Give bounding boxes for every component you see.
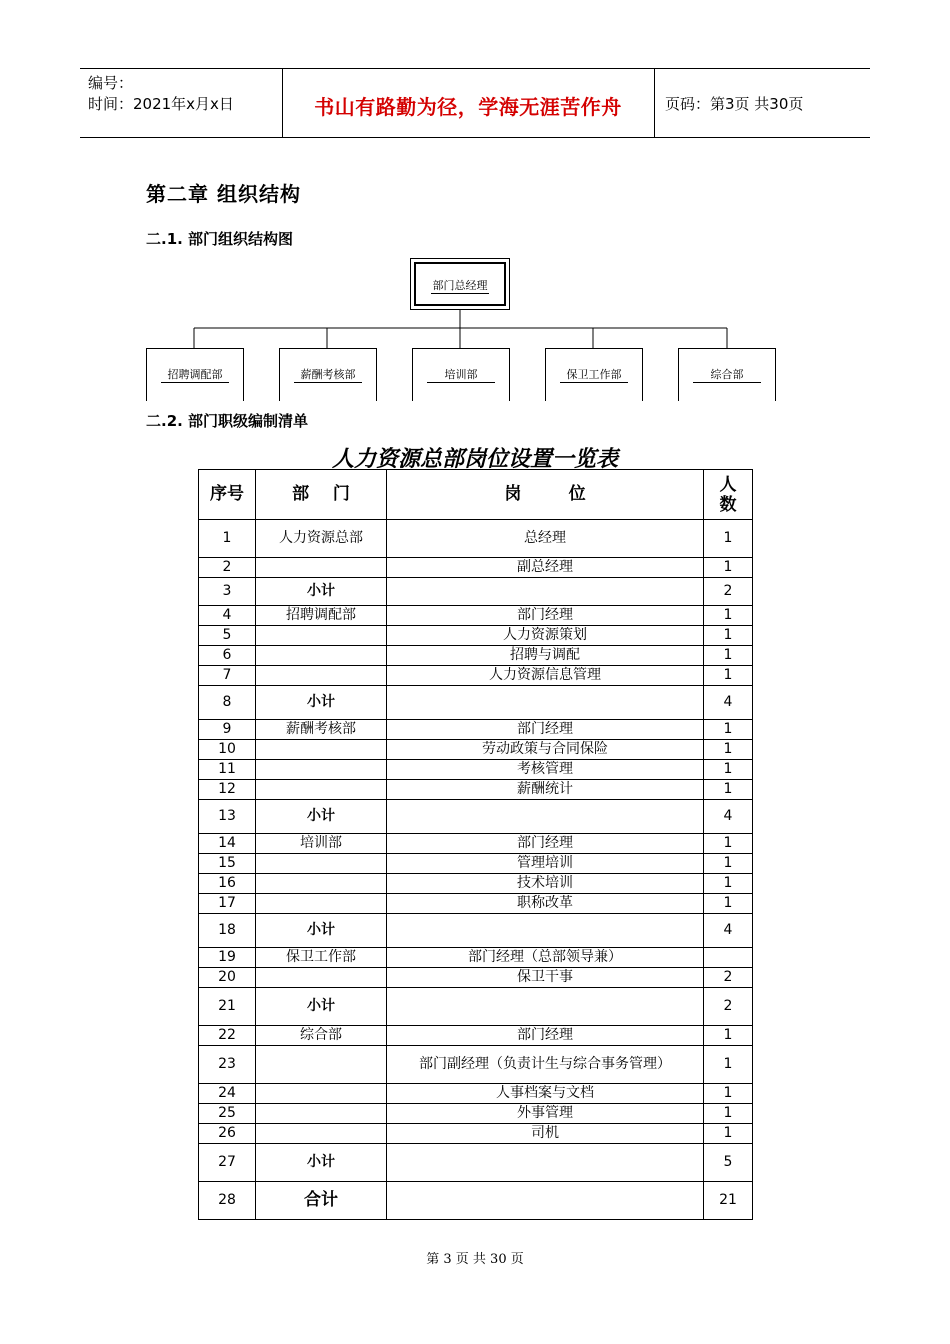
header-dept: 部 门: [256, 470, 387, 520]
cell-count: 1: [704, 1104, 753, 1124]
cell-seq: 27: [199, 1144, 256, 1182]
table-row: [199, 626, 753, 646]
cell-dept: [256, 780, 387, 800]
cell-dept: [256, 968, 387, 988]
cell-dept: [256, 854, 387, 874]
cell-seq: 7: [199, 666, 256, 686]
cell-count: 5: [704, 1144, 753, 1182]
cell-post: 司机: [387, 1124, 704, 1144]
cell-seq: 14: [199, 834, 256, 854]
table-row: [199, 760, 753, 780]
cell-dept: [256, 760, 387, 780]
cell-seq: 10: [199, 740, 256, 760]
cell-count: 2: [704, 988, 753, 1026]
cell-dept: 招聘调配部: [256, 606, 387, 626]
cell-post: 部门副经理（负责计生与综合事务管理）: [387, 1046, 704, 1084]
cell-count: 1: [704, 894, 753, 914]
cell-count: 1: [704, 1046, 753, 1084]
cell-post: 考核管理: [387, 760, 704, 780]
table-row: [199, 578, 753, 606]
cell-seq: 5: [199, 626, 256, 646]
cell-count: 1: [704, 520, 753, 558]
cell-post: [387, 1182, 704, 1220]
cell-count: 2: [704, 968, 753, 988]
table-row: [199, 1144, 753, 1182]
cell-dept: [256, 1124, 387, 1144]
org-chart-lines: [0, 0, 950, 400]
table-row: [199, 780, 753, 800]
table-row: [199, 874, 753, 894]
cell-count: 21: [704, 1182, 753, 1220]
cell-count: 1: [704, 646, 753, 666]
cell-post: 招聘与调配: [387, 646, 704, 666]
table-body: [199, 520, 753, 1220]
cell-count: 1: [704, 780, 753, 800]
table-row: [199, 558, 753, 578]
cell-seq: 11: [199, 760, 256, 780]
cell-seq: 1: [199, 520, 256, 558]
cell-count: 1: [704, 1084, 753, 1104]
table-row: [199, 988, 753, 1026]
cell-count: 1: [704, 854, 753, 874]
cell-dept: [256, 626, 387, 646]
cell-seq: 12: [199, 780, 256, 800]
cell-count: 4: [704, 914, 753, 948]
cell-post: 人事档案与文档: [387, 1084, 704, 1104]
cell-dept: 小计: [256, 914, 387, 948]
section-title-org-chart: 二.1. 部门组织结构图: [146, 230, 294, 248]
org-child-box: [412, 348, 510, 401]
cell-dept: [256, 646, 387, 666]
table-row: [199, 854, 753, 874]
cell-dept: [256, 1046, 387, 1084]
cell-count: 1: [704, 760, 753, 780]
cell-count: 1: [704, 558, 753, 578]
cell-post: 保卫干事: [387, 968, 704, 988]
cell-count: 1: [704, 1026, 753, 1046]
cell-dept: [256, 894, 387, 914]
cell-count: 1: [704, 626, 753, 646]
cell-post: 部门经理: [387, 1026, 704, 1046]
cell-dept: [256, 740, 387, 760]
cell-seq: 15: [199, 854, 256, 874]
header-count: 人 数: [704, 470, 753, 520]
cell-post: 人力资源信息管理: [387, 666, 704, 686]
cell-post: [387, 914, 704, 948]
cell-count: 4: [704, 686, 753, 720]
cell-seq: 3: [199, 578, 256, 606]
cell-dept: 培训部: [256, 834, 387, 854]
table-row: [199, 606, 753, 626]
cell-dept: 人力资源总部: [256, 520, 387, 558]
cell-dept: [256, 558, 387, 578]
table-title: 人力资源总部岗位设置一览表: [331, 446, 618, 472]
cell-post: [387, 1144, 704, 1182]
header-motto: 书山有路勤为径，学海无涯苦作舟: [314, 95, 622, 119]
cell-post: [387, 578, 704, 606]
cell-seq: 28: [199, 1182, 256, 1220]
page-header: [80, 68, 870, 138]
cell-post: 总经理: [387, 520, 704, 558]
section-title-staff-list: 二.2. 部门职级编制清单: [146, 412, 309, 430]
table-row: [199, 1104, 753, 1124]
table-row: [199, 1124, 753, 1144]
org-child-label: 招聘调配部: [167, 368, 223, 381]
table-row: [199, 740, 753, 760]
cell-seq: 23: [199, 1046, 256, 1084]
table-row: [199, 894, 753, 914]
org-root-box: [410, 258, 510, 310]
table-row: [199, 720, 753, 740]
cell-count: 1: [704, 606, 753, 626]
cell-dept: 小计: [256, 686, 387, 720]
cell-post: 薪酬统计: [387, 780, 704, 800]
cell-dept: 合计: [256, 1182, 387, 1220]
org-root-label: 部门总经理: [432, 279, 488, 292]
org-child-label: 综合部: [710, 368, 744, 381]
cell-post: [387, 686, 704, 720]
time-label: 时间：2021年x月x日: [88, 95, 234, 113]
table-row: [199, 686, 753, 720]
page-code: 页码：第3页 共30页: [665, 95, 804, 113]
cell-count: 1: [704, 720, 753, 740]
cell-dept: 小计: [256, 578, 387, 606]
cell-post: 职称改革: [387, 894, 704, 914]
cell-post: 部门经理: [387, 834, 704, 854]
org-child-box: [146, 348, 244, 401]
cell-post: 部门经理: [387, 720, 704, 740]
cell-dept: 小计: [256, 800, 387, 834]
cell-seq: 24: [199, 1084, 256, 1104]
org-child-box: [279, 348, 377, 401]
cell-count: [704, 948, 753, 968]
cell-seq: 6: [199, 646, 256, 666]
table-row: [199, 800, 753, 834]
header-meta: [88, 73, 234, 115]
table-row: [199, 948, 753, 968]
cell-dept: 小计: [256, 1144, 387, 1182]
table-row: [199, 666, 753, 686]
table-row: [199, 646, 753, 666]
cell-seq: 4: [199, 606, 256, 626]
header-post: 岗 位: [387, 470, 704, 520]
cell-seq: 20: [199, 968, 256, 988]
cell-count: 1: [704, 740, 753, 760]
cell-post: 人力资源策划: [387, 626, 704, 646]
table-row: [199, 520, 753, 558]
cell-post: 副总经理: [387, 558, 704, 578]
table-row: [199, 834, 753, 854]
header-divider: [654, 69, 655, 137]
cell-seq: 18: [199, 914, 256, 948]
header-seq: 序号: [199, 470, 256, 520]
org-child-label: 保卫工作部: [566, 368, 622, 381]
cell-post: [387, 988, 704, 1026]
cell-dept: 综合部: [256, 1026, 387, 1046]
cell-seq: 2: [199, 558, 256, 578]
cell-post: 部门经理: [387, 606, 704, 626]
table-header-row: [199, 470, 753, 520]
cell-post: [387, 800, 704, 834]
cell-seq: 21: [199, 988, 256, 1026]
cell-seq: 16: [199, 874, 256, 894]
cell-count: 2: [704, 578, 753, 606]
table-row: [199, 1182, 753, 1220]
chapter-title: 第二章 组织结构: [146, 182, 301, 206]
cell-dept: 小计: [256, 988, 387, 1026]
table-row: [199, 1026, 753, 1046]
cell-count: 4: [704, 800, 753, 834]
page-footer: 第 3 页 共 30 页: [426, 1252, 524, 1267]
org-child-label: 薪酬考核部: [300, 368, 356, 381]
cell-dept: [256, 874, 387, 894]
cell-post: 技术培训: [387, 874, 704, 894]
org-child-label: 培训部: [444, 368, 478, 381]
table-row: [199, 914, 753, 948]
cell-seq: 22: [199, 1026, 256, 1046]
cell-dept: [256, 1084, 387, 1104]
number-label: 编号：: [88, 74, 134, 92]
staff-table: [198, 469, 753, 1220]
cell-post: 管理培训: [387, 854, 704, 874]
cell-count: 1: [704, 666, 753, 686]
cell-seq: 19: [199, 948, 256, 968]
cell-dept: 薪酬考核部: [256, 720, 387, 740]
cell-seq: 13: [199, 800, 256, 834]
cell-post: 劳动政策与合同保险: [387, 740, 704, 760]
table-row: [199, 1046, 753, 1084]
cell-count: 1: [704, 834, 753, 854]
cell-post: 外事管理: [387, 1104, 704, 1124]
cell-seq: 8: [199, 686, 256, 720]
org-child-box: [545, 348, 643, 401]
cell-dept: [256, 1104, 387, 1124]
org-child-box: [678, 348, 776, 401]
cell-dept: 保卫工作部: [256, 948, 387, 968]
cell-count: 1: [704, 874, 753, 894]
table-row: [199, 968, 753, 988]
cell-seq: 17: [199, 894, 256, 914]
cell-seq: 9: [199, 720, 256, 740]
cell-seq: 25: [199, 1104, 256, 1124]
table-row: [199, 1084, 753, 1104]
cell-post: 部门经理（总部领导兼）: [387, 948, 704, 968]
cell-count: 1: [704, 1124, 753, 1144]
cell-seq: 26: [199, 1124, 256, 1144]
cell-dept: [256, 666, 387, 686]
